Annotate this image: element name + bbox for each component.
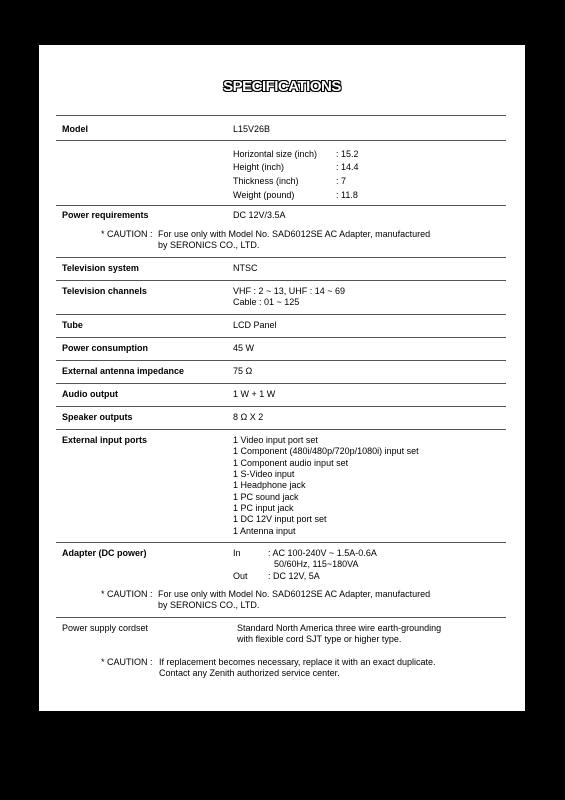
caution-text: by SERONICS CO., LTD.: [158, 600, 260, 610]
adapter-in-value: : AC 100-240V ~ 1.5A-0.6A: [268, 548, 377, 558]
model-value: L15V26B: [233, 124, 271, 134]
spec-label: External antenna impedance: [62, 366, 185, 376]
divider: [56, 115, 506, 116]
dim-key: Horizontal size (inch): [233, 149, 318, 159]
spec-page: [39, 45, 525, 711]
divider: [56, 542, 506, 543]
caution-prefix: * CAUTION :: [101, 589, 153, 599]
page-title: SPECIFICATIONS: [223, 78, 341, 95]
divider: [56, 257, 506, 258]
dim-value: : 7: [336, 176, 347, 186]
power-requirements-value: DC 12V/3.5A: [233, 210, 286, 220]
input-port-item: 1 Antenna input: [233, 526, 296, 536]
spec-value: 75 Ω: [233, 366, 253, 376]
divider: [56, 383, 506, 384]
divider: [56, 617, 506, 618]
spec-value: Cable : 01 ~ 125: [233, 297, 300, 307]
spec-label: Television channels: [62, 286, 147, 296]
spec-value: VHF : 2 ~ 13, UHF : 14 ~ 69: [233, 286, 346, 296]
caution-text: For use only with Model No. SAD6012SE AC Adapter, manufactured: [158, 229, 431, 239]
input-port-item: 1 DC 12V input port set: [233, 514, 327, 524]
cordset-value: with flexible cord SJT type or higher type.: [237, 634, 402, 644]
divider: [56, 205, 506, 206]
adapter-in-label: In: [233, 548, 241, 558]
caution-text: Contact any Zenith authorized service center.: [159, 668, 340, 678]
spec-label: Power consumption: [62, 343, 149, 353]
spec-value: 8 Ω X 2: [233, 412, 264, 422]
caution-prefix: * CAUTION :: [101, 229, 153, 239]
spec-value: NTSC: [233, 263, 258, 273]
spec-value: LCD Panel: [233, 320, 277, 330]
divider: [56, 140, 506, 141]
caution-text: by SERONICS CO., LTD.: [158, 240, 260, 250]
power-requirements-label: Power requirements: [62, 210, 149, 220]
spec-label: Audio output: [62, 389, 118, 399]
input-port-item: 1 PC input jack: [233, 503, 294, 513]
caution-text: If replacement becomes necessary, replace it with an exact duplicate.: [159, 657, 436, 667]
spec-label: Television system: [62, 263, 139, 273]
cordset-value: Standard North America three wire earth-grounding: [237, 623, 442, 633]
spec-value: 45 W: [233, 343, 255, 353]
divider: [56, 429, 506, 430]
divider: [56, 406, 506, 407]
input-port-item: 1 Headphone jack: [233, 480, 306, 490]
adapter-out-value: : DC 12V, 5A: [268, 571, 320, 581]
dim-key: Weight (pound): [233, 190, 295, 200]
dim-value: : 14.4: [336, 162, 359, 172]
adapter-label: Adapter (DC power): [62, 548, 147, 558]
input-port-item: 1 Component audio input set: [233, 458, 349, 468]
model-label: Model: [62, 124, 88, 134]
input-port-item: 1 PC sound jack: [233, 492, 299, 502]
cordset-label: Power supply cordset: [62, 623, 149, 633]
adapter-in-value: 50/60Hz, 115~180VA: [274, 559, 359, 569]
divider: [56, 280, 506, 281]
spec-value: 1 W + 1 W: [233, 389, 276, 399]
caution-text: For use only with Model No. SAD6012SE AC Adapter, manufactured: [158, 589, 431, 599]
divider: [56, 337, 506, 338]
divider: [56, 314, 506, 315]
dim-key: Height (inch): [233, 162, 285, 172]
dim-key: Thickness (inch): [233, 176, 299, 186]
caution-prefix: * CAUTION :: [101, 657, 153, 667]
dim-value: : 11.8: [336, 190, 358, 200]
divider: [56, 360, 506, 361]
input-port-item: 1 Video input port set: [233, 435, 318, 445]
spec-label: Tube: [62, 320, 83, 330]
adapter-out-label: Out: [233, 571, 248, 581]
input-ports-label: External input ports: [62, 435, 148, 445]
input-port-item: 1 Component (480i/480p/720p/1080i) input set: [233, 446, 419, 456]
spec-label: Speaker outputs: [62, 412, 133, 422]
input-port-item: 1 S-Video input: [233, 469, 295, 479]
dim-value: : 15.2: [336, 149, 359, 159]
